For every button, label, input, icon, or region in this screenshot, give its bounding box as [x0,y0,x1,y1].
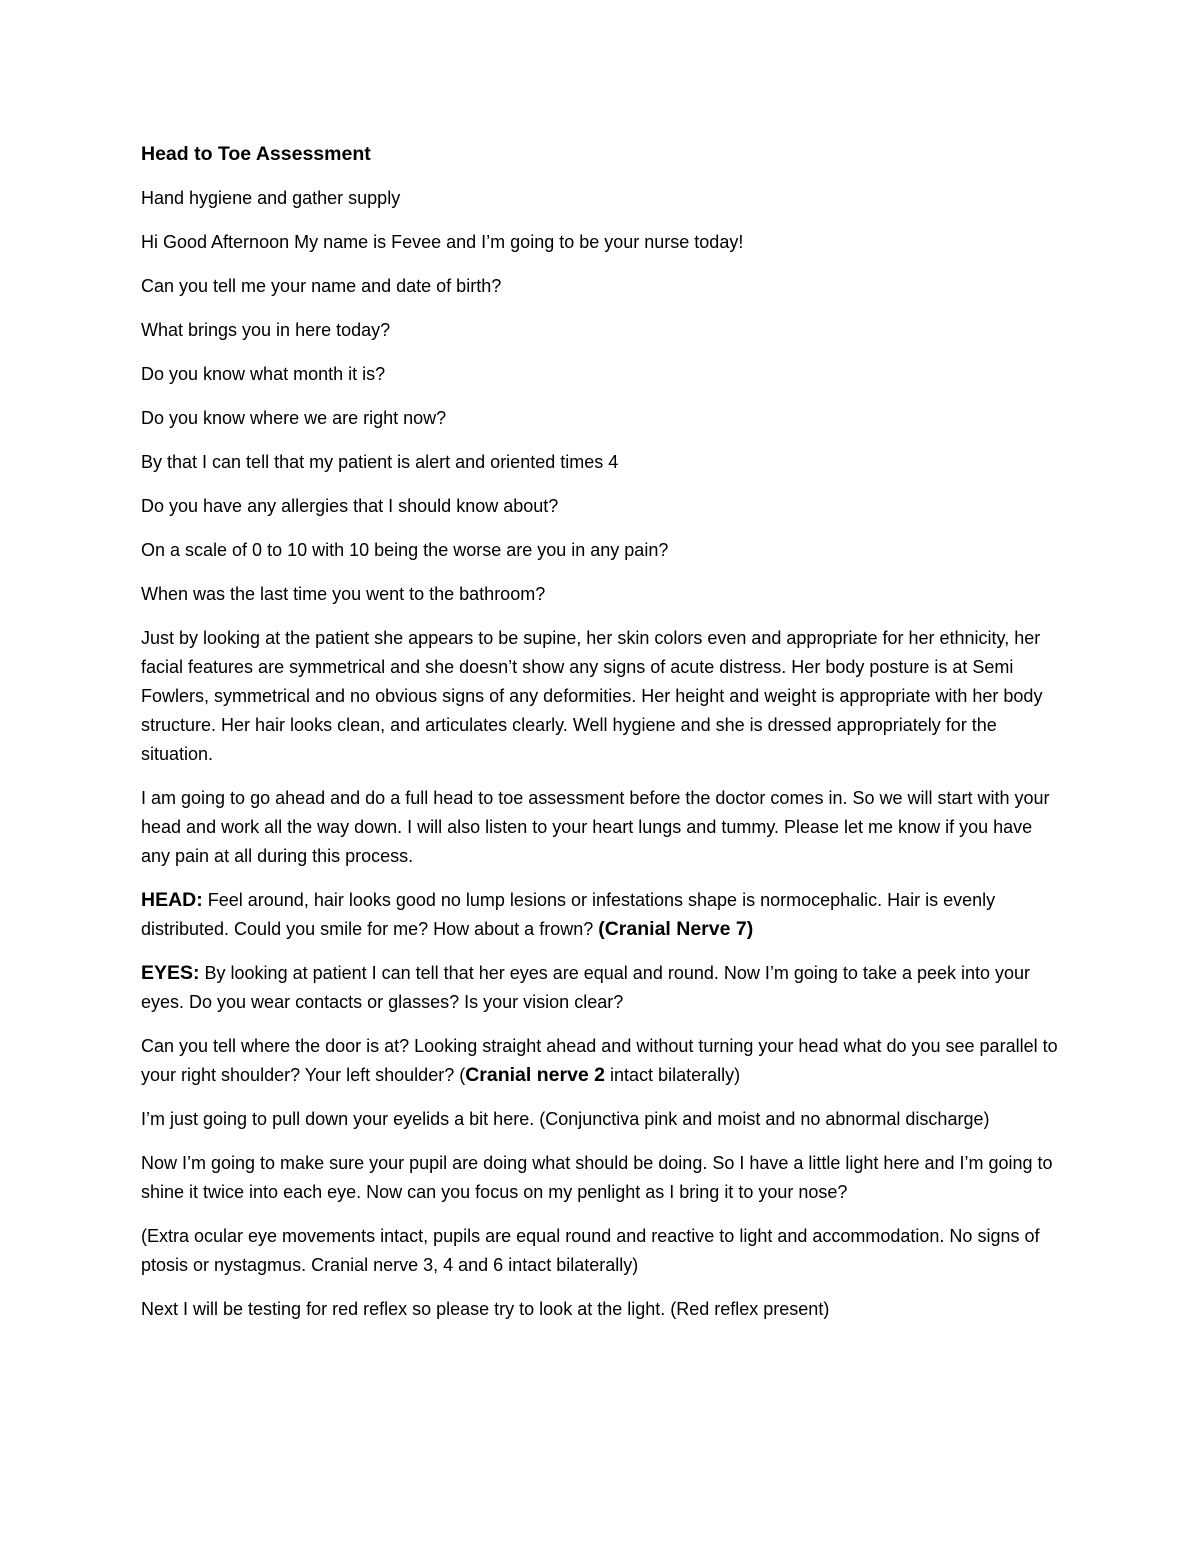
line-bathroom: When was the last time you went to the bathroom? [141,584,546,604]
red-reflex-paragraph: Next I will be testing for red reflex so please try to look at the light. (Red reflex present) [141,1299,830,1319]
line-month: Do you know what month it is? [141,364,386,384]
line-allergies: Do you have any allergies that I should know about? [141,496,559,516]
document-title: Head to Toe Assessment [141,143,371,165]
eom-paragraph: (Extra ocular eye movements intact, pupils are equal round and reactive to light and accommodation. No signs of ptosis or nystagmus. Cranial nerve 3, 4 and 6 intact bilaterally) [141,1226,1040,1275]
door-text-after: intact bilaterally) [605,1065,741,1085]
head-cranial-nerve: (Cranial Nerve 7) [598,918,754,940]
eyes-label: EYES: [141,962,200,984]
pupils-paragraph: Now I’m going to make sure your pupil are doing what should be doing. So I have a little light here and I’m going to shine it twice into each eye. Now can you focus on my penlight as I bring it to your nose? [141,1153,1053,1202]
eyes-paragraph [141,959,1066,1017]
line-reason: What brings you in here today? [141,320,391,340]
door-paragraph [141,1032,1066,1090]
line-orientation: By that I can tell that my patient is alert and oriented times 4 [141,452,619,472]
head-paragraph [141,886,1066,944]
line-hand-hygiene: Hand hygiene and gather supply [141,188,401,208]
line-location: Do you know where we are right now? [141,408,447,428]
line-name-dob: Can you tell me your name and date of birth? [141,276,502,296]
head-label: HEAD: [141,889,203,911]
intro-paragraph: I am going to go ahead and do a full head to toe assessment before the doctor comes in. So we will start with your head and work all the way down. I will also listen to your heart lungs and tummy. Please let me know if you have any pain at all during this process. [141,788,1050,866]
line-greeting: Hi Good Afternoon My name is Fevee and I’m going to be your nurse today! [141,232,744,252]
head-text: Feel around, hair looks good no lump lesions or infestations shape is normocephalic. Hair is evenly distributed. Could you smile for me? How about a frown? [141,890,996,939]
document-page [141,140,1066,1339]
eyes-text: By looking at patient I can tell that her eyes are equal and round. Now I’m going to take a peek into your eyes. Do you wear contacts or glasses? Is your vision clear? [141,963,1031,1012]
observation-paragraph: Just by looking at the patient she appears to be supine, her skin colors even and appropriate for her ethnicity, her facial features are symmetrical and she doesn’t show any signs of acute distress. Her body posture is at Semi Fowlers, symmetrical and no obvious signs of any deformities. Her height and weight is appropriate with her body structure. Her hair looks clean, and articulates clearly. Well hygiene and she is dressed appropriately for the situation. [141,628,1043,764]
eyelids-paragraph: I’m just going to pull down your eyelids a bit here. (Conjunctiva pink and moist and no abnormal discharge) [141,1109,990,1129]
door-text-before: Can you tell where the door is at? Looking straight ahead and without turning your head what do you see parallel to your right shoulder? Your left shoulder? ( [141,1036,1058,1085]
door-cranial-nerve: Cranial nerve 2 [465,1064,606,1086]
line-pain: On a scale of 0 to 10 with 10 being the worse are you in any pain? [141,540,669,560]
